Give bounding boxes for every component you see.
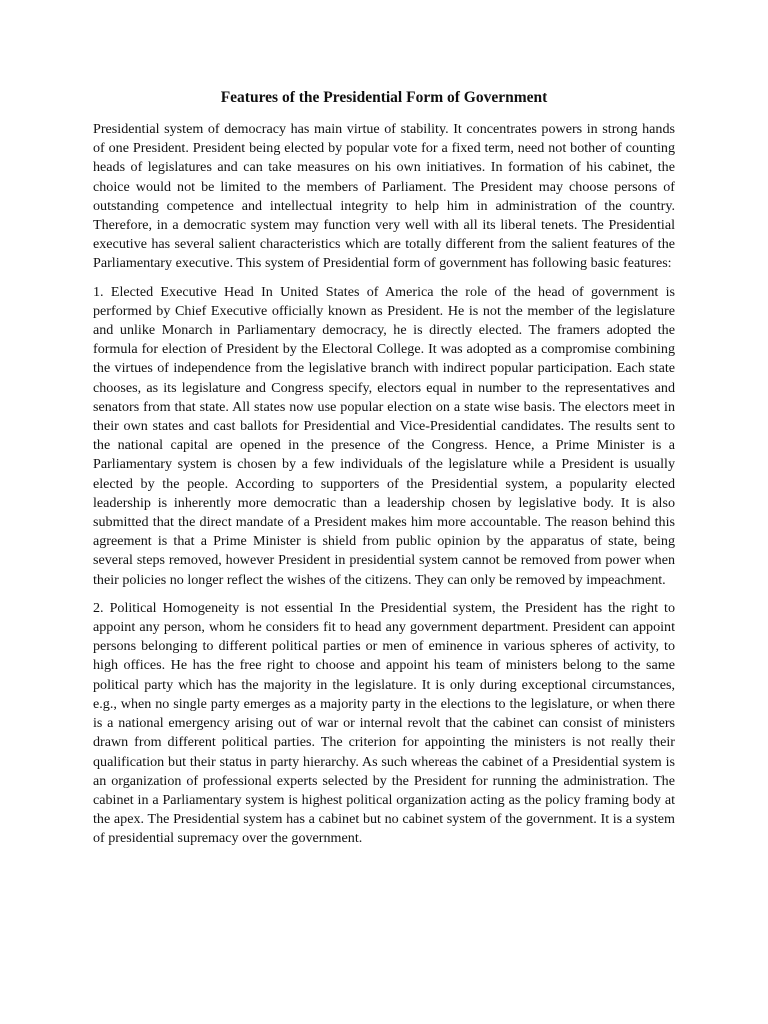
document-title: Features of the Presidential Form of Government — [220, 89, 548, 106]
document-page — [93, 88, 675, 858]
intro-paragraph: Presidential system of democracy has main virtue of stability. It concentrates powers in strong hands of one President. President being elected by popular vote for a fixed term, need not bother of counting heads of legislatures and can take measures on his own initiatives. In formation of his cabinet, the choice would not be limited to the members of Parliament. The President may choose persons of outstanding competence and intellectual integrity to help him in administration of the country. Therefore, in a democratic system may function very well with all its liberal tenets. The Presidential executive has several salient characteristics which are totally different from the salient features of the Parliamentary executive. This system of Presidential form of government has following basic features: — [93, 121, 675, 272]
elected-executive-paragraph: 1. Elected Executive Head In United States of America the role of the head of government is performed by Chief Executive officially known as President. He is not the member of the legislature and unlike Monarch in Parliamentary democracy, he is directly elected. The framers adopted the formula for election of President by the Electoral College. It was adopted as a compromise combining the virtues of independence from the legislative branch with indirect popular participation. Each state chooses, as its legislature and Congress specify, electors equal in number to the representatives and senators from that state. All states now use popular election on a state wise basis. The electors meet in their own states and cast ballots for Presidential and Vice-Presidential candidates. The results sent to the national capital are opened in the presence of the Congress. Hence, a Prime Minister is a Parliamentary system is chosen by a few individuals of the legislature while a President is usually elected by the people. According to supporters of the Presidential system, a popularity elected leadership is inherently more democratic than a leadership chosen by legislative body. It is also submitted that the direct mandate of a President makes him more accountable. The reason behind this agreement is that a Prime Minister is shield from public opinion by the apparatus of state, being several steps removed, however President in presidential system cannot be removed from power when their policies no longer reflect the wishes of the citizens. They can only be removed by impeachment. — [93, 283, 675, 588]
political-homogeneity-paragraph: 2. Political Homogeneity is not essential In the Presidential system, the President has the right to appoint any person, whom he considers fit to head any government department. President can appoint persons belonging to different political parties or men of eminence in various spheres of activity, to high offices. He has the free right to choose and appoint his team of ministers belong to the same political party which has the majority in the legislature. It is only during exceptional circumstances, e.g., when no single party emerges as a majority party in the elections to the legislature, or when there is a national emergency arising out of war or internal revolt that the cabinet can consist of ministers drawn from different political parties. The criterion for appointing the ministers is not really their qualification but their status in party hierarchy. As such whereas the cabinet of a Presidential system is an organization of professional experts selected by the President for running the administration. The cabinet in a Parliamentary system is highest political organization acting as the policy framing body at the apex. The Presidential system has a cabinet but no cabinet system of the government. It is a system of presidential supremacy over the government. — [93, 599, 675, 847]
